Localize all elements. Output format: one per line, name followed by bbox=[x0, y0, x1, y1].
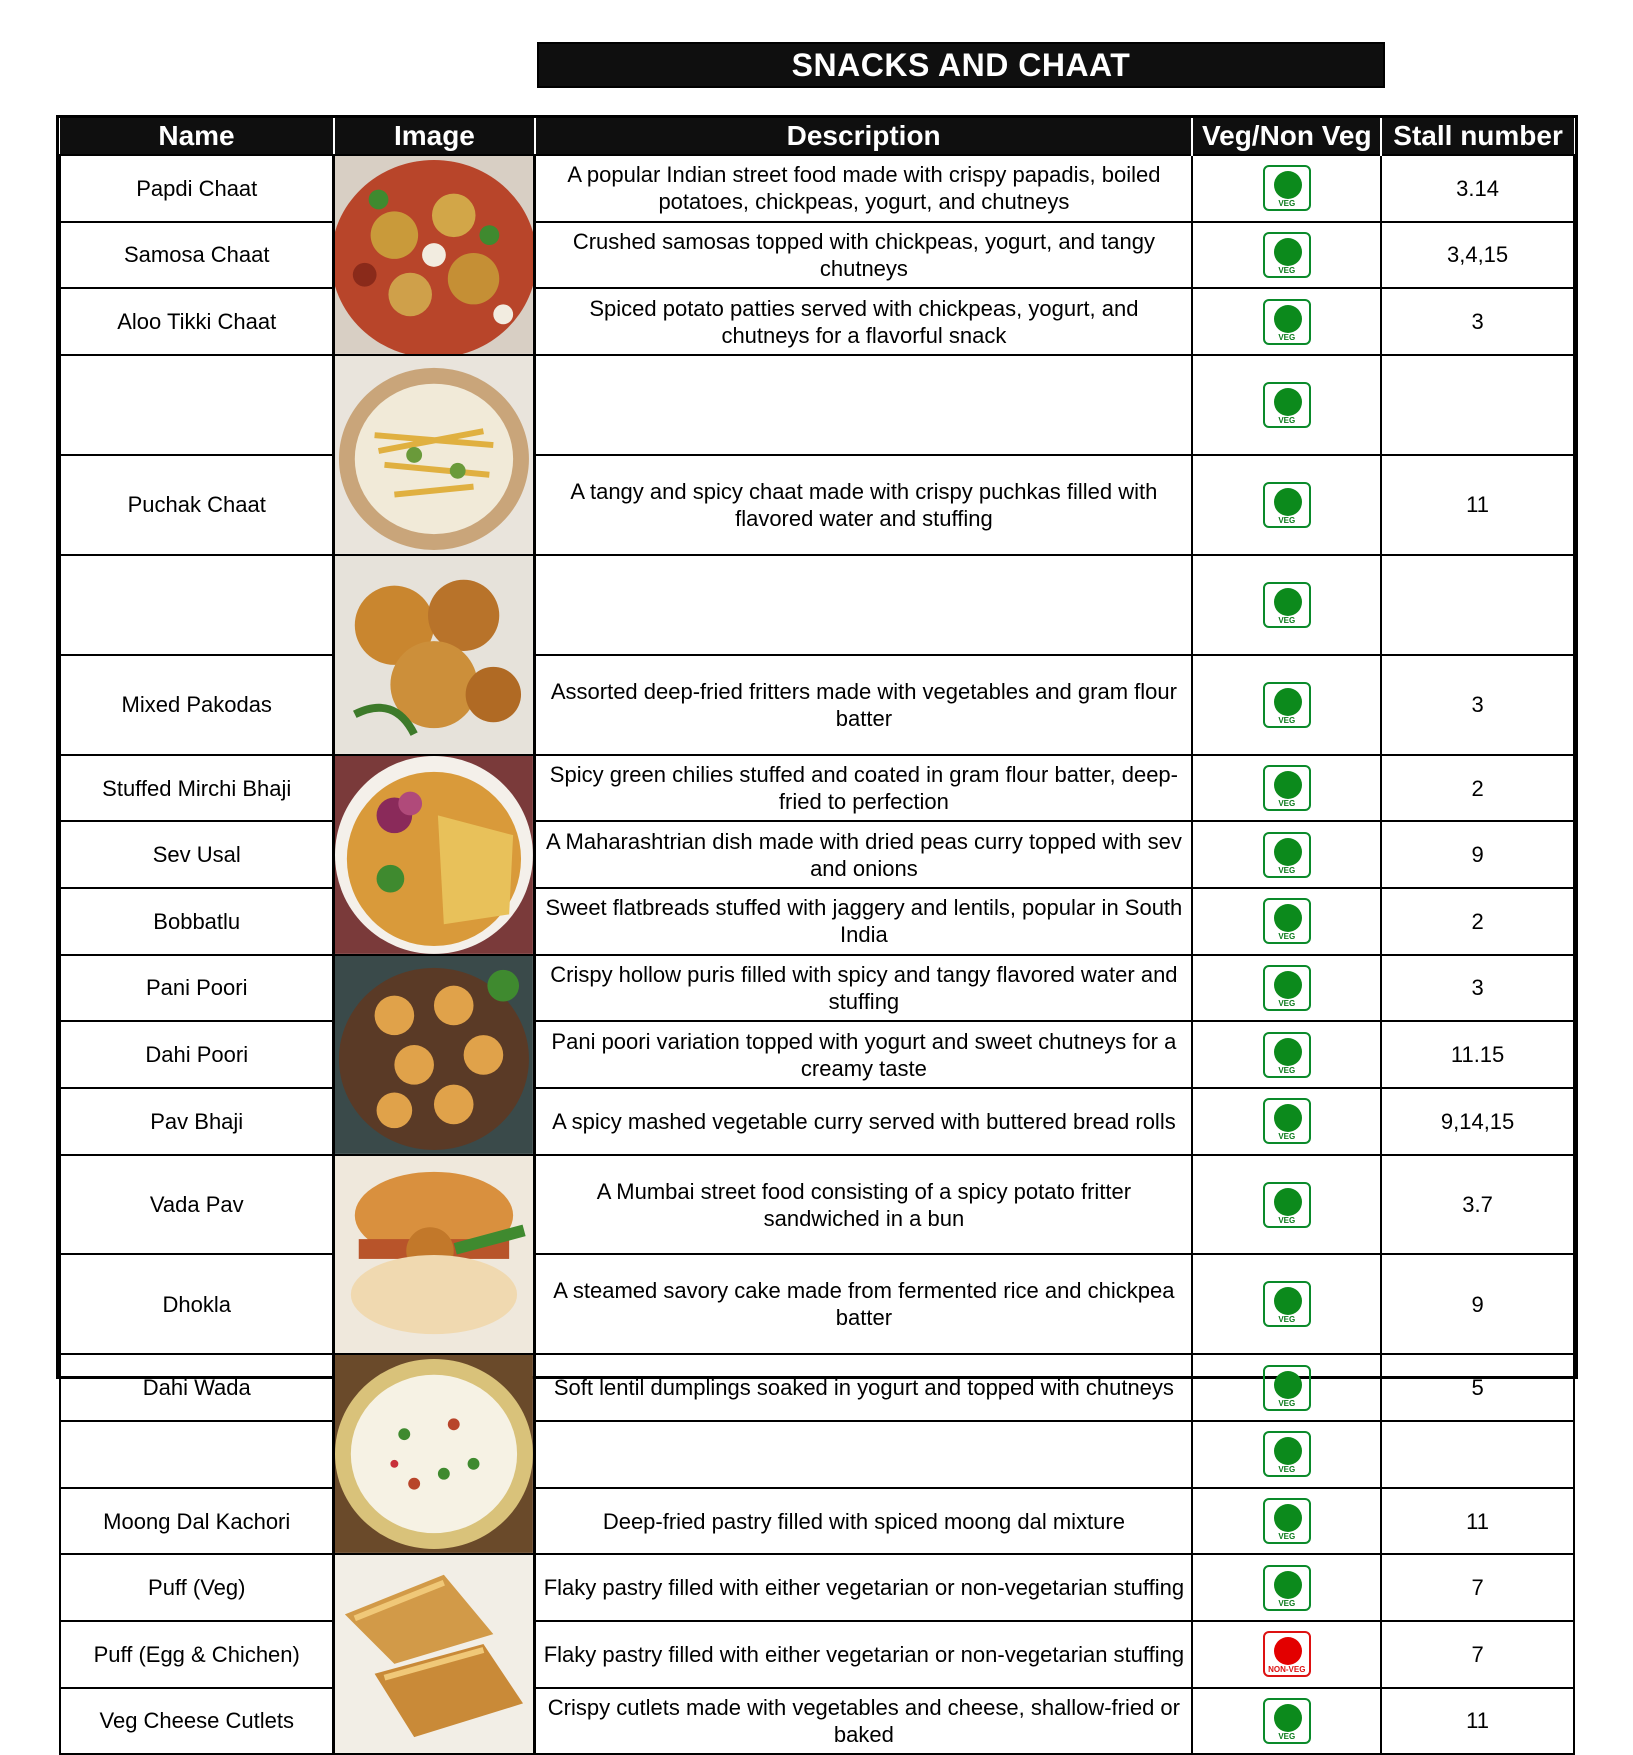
food-photo-pakoda bbox=[335, 556, 533, 754]
item-name: Puchak Chaat bbox=[60, 455, 334, 555]
stall-number: 7 bbox=[1381, 1621, 1574, 1688]
veg-icon bbox=[1263, 1565, 1311, 1611]
table-row bbox=[60, 555, 1574, 655]
veg-indicator-cell bbox=[1192, 1421, 1381, 1488]
veg-indicator-cell bbox=[1192, 1155, 1381, 1255]
item-name: Sev Usal bbox=[60, 821, 334, 888]
table-row bbox=[60, 1088, 1574, 1155]
item-description: Crushed samosas topped with chickpeas, yogurt, and tangy chutneys bbox=[535, 222, 1193, 289]
indicator-label: VEG bbox=[1278, 1315, 1296, 1325]
veg-icon bbox=[1263, 765, 1311, 811]
item-name: Veg Cheese Cutlets bbox=[60, 1688, 334, 1755]
indicator-label: VEG bbox=[1278, 515, 1296, 525]
indicator-dot bbox=[1274, 1188, 1302, 1216]
food-photo-sevpuri bbox=[335, 356, 533, 554]
veg-indicator-cell bbox=[1192, 1488, 1381, 1555]
item-name: Moong Dal Kachori bbox=[60, 1488, 334, 1555]
food-photo-vadapav bbox=[335, 1156, 533, 1354]
stall-number: 11 bbox=[1381, 1488, 1574, 1555]
veg-icon bbox=[1263, 1498, 1311, 1544]
veg-icon bbox=[1263, 482, 1311, 528]
stall-number: 3,4,15 bbox=[1381, 222, 1574, 289]
table-row bbox=[60, 222, 1574, 289]
indicator-dot bbox=[1274, 1504, 1302, 1532]
veg-indicator-cell bbox=[1192, 1621, 1381, 1688]
indicator-dot bbox=[1274, 488, 1302, 516]
veg-indicator-cell bbox=[1192, 755, 1381, 822]
table-row bbox=[60, 155, 1574, 222]
indicator-label: VEG bbox=[1278, 932, 1296, 942]
food-photo bbox=[334, 355, 535, 555]
indicator-label: VEG bbox=[1278, 415, 1296, 425]
item-description: A tangy and spicy chaat made with crispy puchkas filled with flavored water and stuffing bbox=[535, 455, 1193, 555]
veg-indicator-cell bbox=[1192, 655, 1381, 755]
stall-number: 2 bbox=[1381, 888, 1574, 955]
stall-number bbox=[1381, 355, 1574, 455]
item-description: Crispy cutlets made with vegetables and cheese, shallow-fried or baked bbox=[535, 1688, 1193, 1755]
veg-indicator-cell bbox=[1192, 888, 1381, 955]
indicator-dot bbox=[1274, 688, 1302, 716]
indicator-dot bbox=[1274, 1038, 1302, 1066]
item-description: Soft lentil dumplings soaked in yogurt and topped with chutneys bbox=[535, 1354, 1193, 1421]
food-photo-panipuri bbox=[335, 956, 533, 1154]
indicator-label: VEG bbox=[1278, 1598, 1296, 1608]
item-description: Pani poori variation topped with yogurt and sweet chutneys for a creamy taste bbox=[535, 1021, 1193, 1088]
item-name: Stuffed Mirchi Bhaji bbox=[60, 755, 334, 822]
indicator-label: VEG bbox=[1278, 332, 1296, 342]
table-row bbox=[60, 1554, 1574, 1621]
stall-number: 9 bbox=[1381, 821, 1574, 888]
indicator-label: VEG bbox=[1278, 1215, 1296, 1225]
item-description: A Maharashtrian dish made with dried peas curry topped with sev and onions bbox=[535, 821, 1193, 888]
table-row bbox=[60, 755, 1574, 822]
item-description: Crispy hollow puris filled with spicy and tangy flavored water and stuffing bbox=[535, 955, 1193, 1022]
item-name: Puff (Veg) bbox=[60, 1554, 334, 1621]
veg-icon bbox=[1263, 582, 1311, 628]
indicator-label: VEG bbox=[1278, 715, 1296, 725]
stall-number: 2 bbox=[1381, 755, 1574, 822]
veg-icon bbox=[1263, 165, 1311, 211]
stall-number: 3 bbox=[1381, 288, 1574, 355]
page-title: SNACKS AND CHAAT bbox=[537, 42, 1385, 88]
table-row bbox=[60, 1688, 1574, 1755]
veg-icon bbox=[1263, 682, 1311, 728]
header-name: Name bbox=[60, 118, 334, 155]
veg-icon bbox=[1263, 382, 1311, 428]
veg-icon bbox=[1263, 1182, 1311, 1228]
food-photo bbox=[334, 555, 535, 755]
indicator-dot bbox=[1274, 771, 1302, 799]
nonveg-icon bbox=[1263, 1631, 1311, 1677]
table-row bbox=[60, 455, 1574, 555]
item-description: Deep-fried pastry filled with spiced moong dal mixture bbox=[535, 1488, 1193, 1555]
veg-indicator-cell bbox=[1192, 1254, 1381, 1354]
indicator-label: VEG bbox=[1278, 1731, 1296, 1741]
table-row bbox=[60, 821, 1574, 888]
item-name: Pani Poori bbox=[60, 955, 334, 1022]
indicator-dot bbox=[1274, 1371, 1302, 1399]
indicator-dot bbox=[1274, 388, 1302, 416]
item-name: Aloo Tikki Chaat bbox=[60, 288, 334, 355]
indicator-label: VEG bbox=[1278, 1065, 1296, 1075]
item-name: Puff (Egg & Chichen) bbox=[60, 1621, 334, 1688]
veg-icon bbox=[1263, 1032, 1311, 1078]
header-description: Description bbox=[535, 118, 1193, 155]
item-description: Assorted deep-fried fritters made with vegetables and gram flour batter bbox=[535, 655, 1193, 755]
food-photo-dahiwada bbox=[335, 1355, 533, 1553]
stall-number: 3 bbox=[1381, 655, 1574, 755]
indicator-dot bbox=[1274, 171, 1302, 199]
item-description: A spicy mashed vegetable curry served with buttered bread rolls bbox=[535, 1088, 1193, 1155]
stall-number: 7 bbox=[1381, 1554, 1574, 1621]
item-name: Dhokla bbox=[60, 1254, 334, 1354]
veg-indicator-cell bbox=[1192, 355, 1381, 455]
stall-number bbox=[1381, 555, 1574, 655]
header-veg: Veg/Non Veg bbox=[1192, 118, 1381, 155]
indicator-label: VEG bbox=[1278, 1132, 1296, 1142]
item-name: Mixed Pakodas bbox=[60, 655, 334, 755]
table-row bbox=[60, 1421, 1574, 1488]
veg-indicator-cell bbox=[1192, 555, 1381, 655]
food-photo bbox=[334, 1155, 535, 1355]
stall-number: 9,14,15 bbox=[1381, 1088, 1574, 1155]
veg-indicator-cell bbox=[1192, 288, 1381, 355]
indicator-dot bbox=[1274, 904, 1302, 932]
indicator-label: VEG bbox=[1278, 998, 1296, 1008]
veg-indicator-cell bbox=[1192, 955, 1381, 1022]
food-photo-puff bbox=[335, 1555, 533, 1753]
veg-icon bbox=[1263, 832, 1311, 878]
food-photo-usal bbox=[335, 756, 533, 954]
veg-indicator-cell bbox=[1192, 155, 1381, 222]
stall-number bbox=[1381, 1421, 1574, 1488]
indicator-label: VEG bbox=[1278, 199, 1296, 209]
item-name bbox=[60, 355, 334, 455]
stall-number: 3.14 bbox=[1381, 155, 1574, 222]
indicator-dot bbox=[1274, 971, 1302, 999]
item-description: Flaky pastry filled with either vegetarian or non-vegetarian stuffing bbox=[535, 1554, 1193, 1621]
item-description: Flaky pastry filled with either vegetarian or non-vegetarian stuffing bbox=[535, 1621, 1193, 1688]
indicator-dot bbox=[1274, 1437, 1302, 1465]
menu-table bbox=[56, 115, 1578, 1747]
indicator-label: VEG bbox=[1278, 615, 1296, 625]
veg-indicator-cell bbox=[1192, 1688, 1381, 1755]
item-description: A Mumbai street food consisting of a spicy potato fritter sandwiched in a bun bbox=[535, 1155, 1193, 1255]
table-row bbox=[60, 1155, 1574, 1255]
food-photo bbox=[334, 1554, 535, 1754]
indicator-label: VEG bbox=[1278, 1532, 1296, 1542]
item-name bbox=[60, 555, 334, 655]
food-photo bbox=[334, 155, 535, 355]
table-row bbox=[60, 1254, 1574, 1354]
indicator-dot bbox=[1274, 1571, 1302, 1599]
stall-number: 3 bbox=[1381, 955, 1574, 1022]
veg-indicator-cell bbox=[1192, 1021, 1381, 1088]
header-stall: Stall number bbox=[1381, 118, 1574, 155]
indicator-label: VEG bbox=[1278, 1465, 1296, 1475]
item-name: Papdi Chaat bbox=[60, 155, 334, 222]
item-description: A steamed savory cake made from fermented rice and chickpea batter bbox=[535, 1254, 1193, 1354]
table-row bbox=[60, 888, 1574, 955]
indicator-dot bbox=[1274, 1104, 1302, 1132]
stall-number: 9 bbox=[1381, 1254, 1574, 1354]
veg-icon bbox=[1263, 1281, 1311, 1327]
item-description: Spicy green chilies stuffed and coated in gram flour batter, deep-fried to perfection bbox=[535, 755, 1193, 822]
food-photo-papdi bbox=[335, 156, 533, 354]
item-name: Vada Pav bbox=[60, 1155, 334, 1255]
table-row bbox=[60, 1021, 1574, 1088]
table-row bbox=[60, 355, 1574, 455]
item-name: Dahi Poori bbox=[60, 1021, 334, 1088]
table-row bbox=[60, 955, 1574, 1022]
indicator-label: VEG bbox=[1278, 865, 1296, 875]
veg-icon bbox=[1263, 898, 1311, 944]
item-name: Dahi Wada bbox=[60, 1354, 334, 1421]
indicator-dot bbox=[1274, 838, 1302, 866]
item-description: Spiced potato patties served with chickpeas, yogurt, and chutneys for a flavorful snack bbox=[535, 288, 1193, 355]
header-row bbox=[60, 118, 1574, 155]
veg-icon bbox=[1263, 1431, 1311, 1477]
veg-icon bbox=[1263, 299, 1311, 345]
indicator-label: NON-VEG bbox=[1268, 1665, 1306, 1675]
food-photo bbox=[334, 755, 535, 955]
food-photo bbox=[334, 1354, 535, 1554]
table-row bbox=[60, 288, 1574, 355]
indicator-label: VEG bbox=[1278, 265, 1296, 275]
item-description bbox=[535, 1421, 1193, 1488]
table-row bbox=[60, 1488, 1574, 1555]
veg-icon bbox=[1263, 1098, 1311, 1144]
item-name: Samosa Chaat bbox=[60, 222, 334, 289]
indicator-label: VEG bbox=[1278, 799, 1296, 809]
item-name: Bobbatlu bbox=[60, 888, 334, 955]
veg-indicator-cell bbox=[1192, 1088, 1381, 1155]
indicator-label: VEG bbox=[1278, 1398, 1296, 1408]
veg-icon bbox=[1263, 232, 1311, 278]
indicator-dot bbox=[1274, 1637, 1302, 1665]
stall-number: 5 bbox=[1381, 1354, 1574, 1421]
item-name: Pav Bhaji bbox=[60, 1088, 334, 1155]
veg-indicator-cell bbox=[1192, 1554, 1381, 1621]
stall-number: 11 bbox=[1381, 455, 1574, 555]
veg-indicator-cell bbox=[1192, 821, 1381, 888]
table-row bbox=[60, 655, 1574, 755]
indicator-dot bbox=[1274, 238, 1302, 266]
veg-indicator-cell bbox=[1192, 455, 1381, 555]
veg-icon bbox=[1263, 1698, 1311, 1744]
stall-number: 11 bbox=[1381, 1688, 1574, 1755]
item-description: Sweet flatbreads stuffed with jaggery and lentils, popular in South India bbox=[535, 888, 1193, 955]
header-image: Image bbox=[334, 118, 535, 155]
item-description: A popular Indian street food made with crispy papadis, boiled potatoes, chickpeas, yogurt, and chutneys bbox=[535, 155, 1193, 222]
food-photo bbox=[334, 955, 535, 1155]
indicator-dot bbox=[1274, 305, 1302, 333]
item-description bbox=[535, 555, 1193, 655]
item-description bbox=[535, 355, 1193, 455]
stall-number: 11.15 bbox=[1381, 1021, 1574, 1088]
veg-icon bbox=[1263, 965, 1311, 1011]
veg-indicator-cell bbox=[1192, 1354, 1381, 1421]
table-row bbox=[60, 1621, 1574, 1688]
table-row bbox=[60, 1354, 1574, 1421]
stall-number: 3.7 bbox=[1381, 1155, 1574, 1255]
indicator-dot bbox=[1274, 1287, 1302, 1315]
indicator-dot bbox=[1274, 1704, 1302, 1732]
veg-indicator-cell bbox=[1192, 222, 1381, 289]
indicator-dot bbox=[1274, 588, 1302, 616]
item-name bbox=[60, 1421, 334, 1488]
veg-icon bbox=[1263, 1365, 1311, 1411]
